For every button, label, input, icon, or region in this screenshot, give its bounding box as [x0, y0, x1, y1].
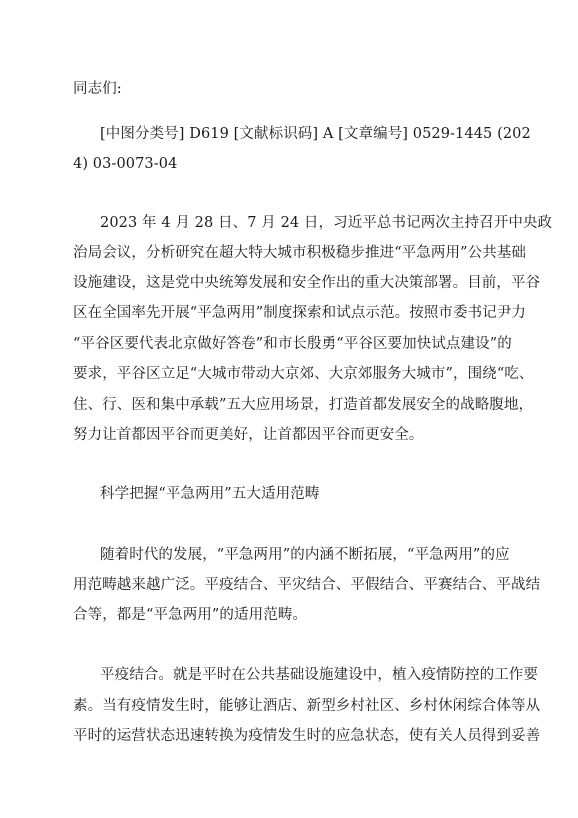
section-heading: 科学把握“平急两用”五大适用范畴: [100, 486, 320, 502]
scope-paragraph-line-3: 合等，都是“平急两用”的适用范畴。: [73, 607, 308, 623]
classification-line-1: [中图分类号] D619 [文献标识码] A [文章编号] 0529-1445 (202: [100, 126, 531, 142]
intro-paragraph-line-1: 2023 年 4 月 28 日、7 月 24 日，习近平总书记两次主持召开中央政: [100, 215, 553, 231]
epidemic-paragraph-line-2: 素。当有疫情发生时，能够让酒店、新型乡村社区、乡村休闲综合体等从: [73, 698, 541, 714]
intro-paragraph-line-6: 要求，平谷区立足“大城市带动大京郊、大京郊服务大城市”，围绕“吃、: [73, 366, 534, 382]
epidemic-paragraph-line-1: 平疫结合。就是平时在公共基础设施建设中，植入疫情防控的工作要: [100, 667, 538, 683]
intro-paragraph-line-5: “平谷区要代表北京做好答卷”和市长殷勇“平谷区要加快试点建设”的: [73, 336, 512, 352]
epidemic-paragraph-line-3: 平时的运营状态迅速转换为疫情发生时的应急状态，使有关人员得到妥善: [73, 728, 541, 744]
intro-paragraph-line-3: 设施建设，这是党中央统筹发展和安全作出的重大决策部署。目前，平谷: [73, 275, 541, 291]
salutation: 同志们:: [73, 81, 122, 97]
classification-line-2: 4) 03-0073-04: [73, 156, 178, 172]
intro-paragraph-line-7: 住、行、医和集中承载”五大应用场景，打造首都发展安全的战略腹地，: [73, 397, 534, 413]
intro-paragraph-line-4: 区在全国率先开展“平急两用”制度探索和试点示范。按照市委书记尹力: [73, 305, 527, 321]
intro-paragraph-line-2: 治局会议，分析研究在超大特大城市积极稳步推进“平急两用”公共基础: [73, 245, 527, 261]
scope-paragraph-line-2: 用范畴越来越广泛。平疫结合、平灾结合、平假结合、平赛结合、平战结: [73, 577, 541, 593]
intro-paragraph-line-8: 努力让首都因平谷而更美好，让首都因平谷而更安全。: [73, 427, 424, 443]
scope-paragraph-line-1: 随着时代的发展，“平急两用”的内涵不断拓展，“平急两用”的应: [100, 547, 510, 563]
